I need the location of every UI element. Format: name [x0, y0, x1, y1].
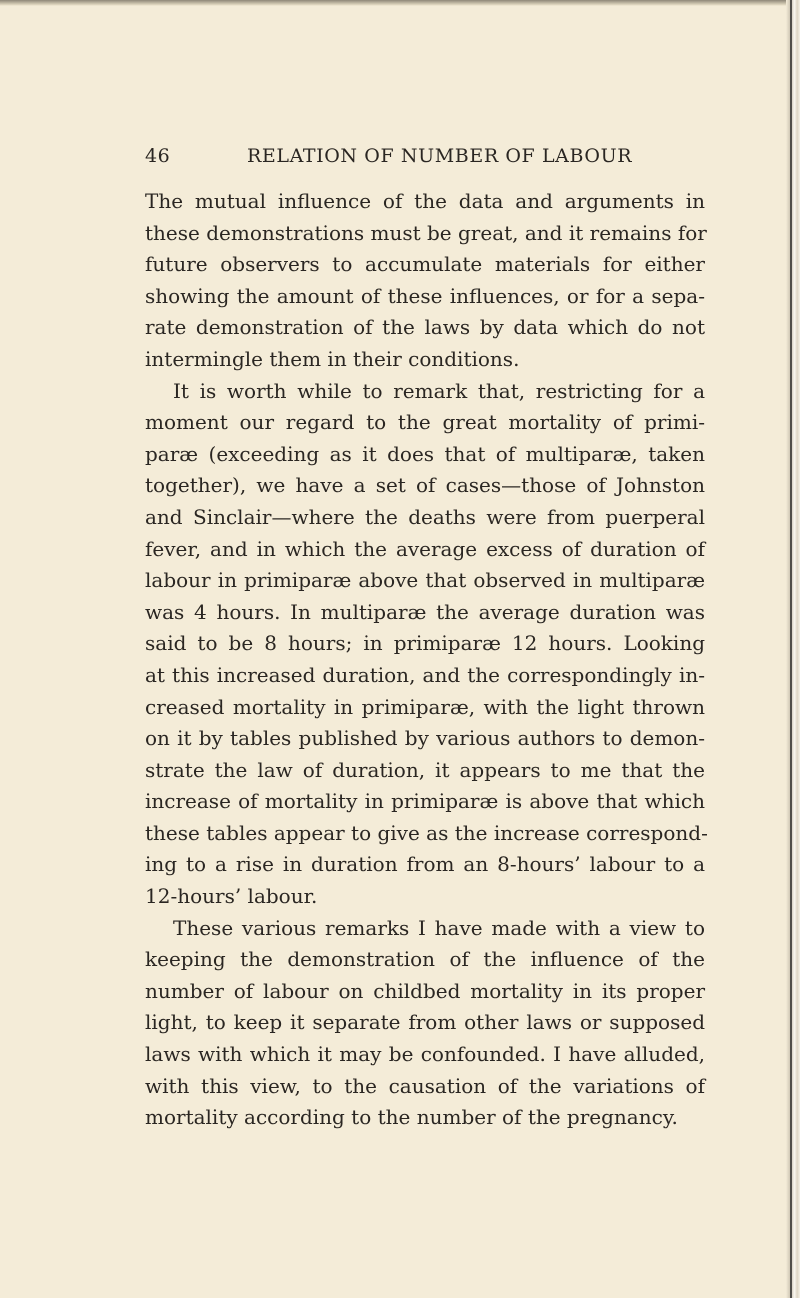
text-line: labour in primiparæ above that observed in multiparæ	[145, 568, 705, 593]
running-head	[145, 145, 705, 175]
text-line: increase of mortality in primiparæ is above that which	[145, 789, 705, 814]
text-line: 12-hours’ labour.	[145, 884, 318, 909]
text-line: these demonstrations must be great, and it remains for	[145, 220, 707, 245]
text-line: and Sinclair—where the deaths were from puerperal	[145, 504, 705, 529]
text-line: these tables appear to give as the increase correspond-	[145, 820, 708, 845]
text-line: mortality according to the number of the pregnancy.	[145, 1105, 678, 1130]
text-line: The mutual influence of the data and arguments in	[145, 189, 705, 213]
body-text	[145, 186, 708, 1134]
text-line: These various remarks I have made with a view to	[173, 915, 705, 940]
text-line: future observers to accumulate materials for either	[145, 252, 705, 277]
page-number: 46	[145, 145, 171, 167]
page-edge-shadow	[790, 0, 792, 1298]
text-line: fever, and in which the average excess of duration of	[145, 536, 705, 561]
text-line: on it by tables published by various authors to demon-	[145, 726, 705, 751]
text-line: light, to keep it separate from other laws or supposed	[145, 1010, 705, 1035]
text-line: keeping the demonstration of the influence of the	[145, 947, 705, 972]
text-line: said to be 8 hours; in primiparæ 12 hours. Looking	[145, 631, 705, 656]
page-binding-edge	[786, 0, 800, 1298]
text-line: was 4 hours. In multiparæ the average duration was	[145, 599, 705, 624]
text-line: intermingle them in their conditions.	[145, 346, 520, 371]
text-line: creased mortality in primiparæ, with the light thrown	[145, 694, 705, 719]
text-line: moment our regard to the great mortality of primi-	[145, 410, 705, 435]
text-line: together), we have a set of cases—those of Johnston	[145, 473, 705, 498]
text-line: ing to a rise in duration from an 8-hours’ labour to a	[145, 852, 705, 877]
text-line: It is worth while to remark that, restricting for a	[173, 378, 705, 403]
text-line: number of labour on childbed mortality in its proper	[145, 978, 705, 1003]
page-top-edge	[0, 0, 800, 6]
text-line: with this view, to the causation of the variations of	[145, 1073, 705, 1098]
text-line: laws with which it may be confounded. I have alluded,	[145, 1042, 705, 1067]
running-head-title: RELATION OF NUMBER OF LABOUR	[247, 145, 633, 167]
text-line: strate the law of duration, it appears to me that the	[145, 757, 705, 782]
text-line: paræ (exceeding as it does that of multiparæ, taken	[145, 441, 705, 466]
text-line: rate demonstration of the laws by data which do not	[145, 315, 705, 340]
text-line: showing the amount of these influences, or for a sepa-	[145, 283, 705, 308]
text-line: at this increased duration, and the correspondingly in-	[145, 662, 705, 687]
